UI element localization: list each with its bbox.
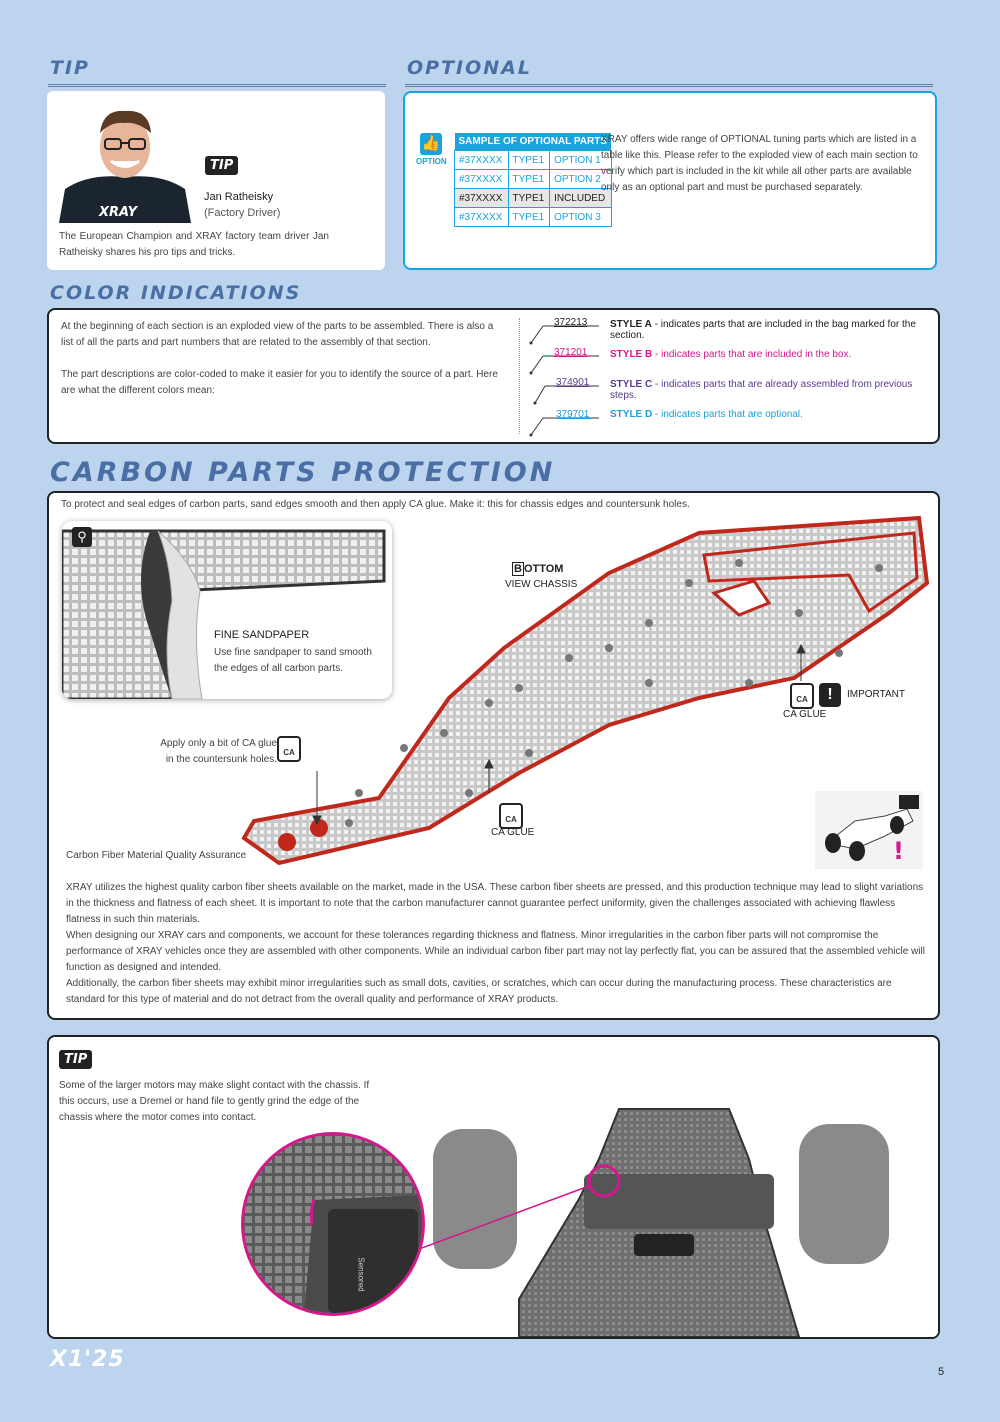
tip-rule bbox=[48, 84, 386, 87]
style-c-code: 374901 bbox=[556, 377, 590, 388]
driver-name: Jan Ratheisky bbox=[204, 191, 274, 203]
part-option: INCLUDED bbox=[550, 189, 611, 208]
optional-rule bbox=[405, 84, 933, 87]
sandpaper-inset bbox=[62, 521, 392, 699]
ca-glue-label-2: CA GLUE bbox=[491, 827, 535, 838]
driver-role: (Factory Driver) bbox=[204, 207, 281, 219]
style-b-desc: - indicates parts that are included in the box. bbox=[652, 349, 852, 360]
color-para-1: At the beginning of each section is an exploded view of the parts to be assembled. There is also a list of all the parts and part numbers that are related to the assembly of that section. bbox=[61, 321, 494, 348]
style-d-code: 379701 bbox=[556, 409, 590, 420]
style-d-desc: - indicates parts that are optional. bbox=[652, 409, 803, 420]
style-d-label: STYLE D bbox=[610, 409, 653, 420]
qa-title: Carbon Fiber Material Quality Assurance bbox=[66, 850, 247, 861]
tip2-text: Some of the larger motors may make slight contact with the chassis. If this occurs, use a Dremel or hand file to gently grind the edge of the chassis where the motor comes into contact. bbox=[59, 1080, 370, 1123]
tip2-box bbox=[47, 1035, 940, 1339]
carbon-box bbox=[47, 491, 940, 1020]
qa-paragraph-1: XRAY utilizes the highest quality carbon fiber sheets available on the market, made in the USA. These carbon fiber sheets are pressed, and this production technique may lead to slight variations in the thickness and flatness of each sheet. It is important to note that the carbon manufacturer cannot guarantee perfect uniformity, given the challenges associated with achieving flawless flatness in such thin materials. bbox=[66, 882, 924, 925]
style-c-label: STYLE C bbox=[610, 379, 653, 390]
color-heading: COLOR INDICATIONS bbox=[50, 282, 302, 304]
tip-heading: TIP bbox=[50, 57, 90, 79]
part-code: #37XXXX bbox=[455, 189, 509, 208]
part-type: TYPE1 bbox=[508, 208, 550, 227]
table-row bbox=[455, 170, 612, 189]
qa-paragraph-3: Additionally, the carbon fiber sheets may exhibit minor irregularities such as small dots, cavities, or scratches, which can occur during the manufacturing process. These characteristics are standard for this type of material and do not detract from the overall quality and performance of XRAY products. bbox=[66, 978, 892, 1005]
part-code: #37XXXX bbox=[455, 208, 509, 227]
optional-table-header: SAMPLE OF OPTIONAL PARTS bbox=[455, 133, 612, 151]
bottom-text: OTTOM bbox=[523, 563, 564, 575]
style-b-code: 371201 bbox=[554, 347, 588, 358]
style-c-line bbox=[610, 379, 938, 401]
page-number: 5 bbox=[938, 1366, 945, 1378]
carbon-heading: CARBON PARTS PROTECTION bbox=[50, 457, 556, 488]
tip-badge: TIP bbox=[205, 156, 238, 175]
magnified-circle bbox=[241, 1132, 425, 1316]
style-b-label: STYLE B bbox=[610, 349, 653, 360]
magnifier-icon: ⚲ bbox=[72, 527, 92, 547]
option-icon-label: OPTION bbox=[416, 157, 447, 166]
tip2-badge: TIP bbox=[59, 1050, 92, 1069]
optional-parts-table bbox=[454, 133, 612, 227]
ca-glue-icon: CA bbox=[277, 736, 301, 762]
bottom-b-letter: B bbox=[514, 563, 522, 575]
style-a-code: 372213 bbox=[554, 317, 588, 328]
style-c-desc: - indicates parts that are already assembled from previous steps. bbox=[610, 379, 913, 401]
part-option: OPTION 3 bbox=[550, 208, 611, 227]
sandpaper-title: FINE SANDPAPER bbox=[214, 629, 310, 641]
carbon-intro: To protect and seal edges of carbon parts, sand edges smooth and then apply CA glue. Make it: this for chassis edges and countersunk holes. bbox=[61, 499, 690, 510]
motor-label: Sensored bbox=[356, 1257, 366, 1292]
important-label: IMPORTANT bbox=[847, 689, 905, 700]
table-row bbox=[455, 189, 612, 208]
color-para-2: The part descriptions are color-coded to make it easier for you to identify the source of a part. Here are what the different colors mean: bbox=[61, 369, 498, 396]
part-option: OPTION 2 bbox=[550, 170, 611, 189]
sandpaper-text: Use fine sandpaper to sand smooth the edges of all carbon parts. bbox=[214, 647, 372, 674]
tip-text: The European Champion and XRAY factory team driver Jan Ratheisky shares his pro tips and tricks. bbox=[59, 231, 329, 258]
ca-glue-label-1: CA GLUE bbox=[783, 709, 827, 720]
part-option: OPTION 1 bbox=[550, 151, 611, 170]
bottom-view-title bbox=[512, 563, 563, 575]
part-type: TYPE1 bbox=[508, 170, 550, 189]
part-type: TYPE1 bbox=[508, 151, 550, 170]
tip-box bbox=[47, 91, 385, 270]
ca-glue-icon: CA bbox=[499, 803, 523, 829]
optional-text: XRAY offers wide range of OPTIONAL tuning parts which are listed in a table like this. Please refer to the exploded view of each main section to verify which part is included in the kit while all other parts are available only as an optional part and must be purchased separately. bbox=[601, 134, 918, 193]
ca-glue-icon: CA bbox=[790, 683, 814, 709]
optional-box bbox=[403, 91, 937, 270]
part-code: #37XXXX bbox=[455, 170, 509, 189]
color-divider bbox=[519, 318, 520, 434]
x1-logo: X1'25 bbox=[50, 1347, 125, 1372]
view-chassis-label: VIEW CHASSIS bbox=[505, 579, 578, 590]
driver-photo bbox=[59, 97, 191, 223]
chassis-photo bbox=[419, 1099, 938, 1337]
table-row bbox=[455, 151, 612, 170]
style-a-label: STYLE A bbox=[610, 319, 652, 330]
apply-ca-text: Apply only a bit of CA glue in the countersunk holes. bbox=[160, 738, 277, 765]
shirt-logo: XRAY bbox=[99, 205, 138, 220]
part-type: TYPE1 bbox=[508, 189, 550, 208]
part-code: #37XXXX bbox=[455, 151, 509, 170]
leader-lines bbox=[529, 310, 599, 442]
style-a-desc: - indicates parts that are included in the bag marked for the section. bbox=[610, 319, 916, 341]
thumbs-up-icon: 👍 bbox=[420, 133, 442, 155]
style-b-line bbox=[610, 349, 851, 360]
style-d-line bbox=[610, 409, 803, 420]
car-thumbnail bbox=[815, 791, 923, 869]
style-a-line bbox=[610, 319, 938, 341]
svg-text:!: ! bbox=[893, 837, 904, 865]
qa-paragraph-2: When designing our XRAY cars and components, we account for these tolerances regarding thickness and flatness. Minor irregularities in the carbon fiber parts will not compromise the performance of XRAY vehicles once they are assembled with other components. While an individual carbon fiber part may not lay perfectly flat, you can be assured that the assembled vehicle will function as designed and intended. bbox=[66, 930, 925, 973]
color-box bbox=[47, 308, 940, 444]
important-icon: ! bbox=[819, 683, 841, 707]
optional-heading: OPTIONAL bbox=[407, 57, 532, 79]
table-row bbox=[455, 208, 612, 227]
